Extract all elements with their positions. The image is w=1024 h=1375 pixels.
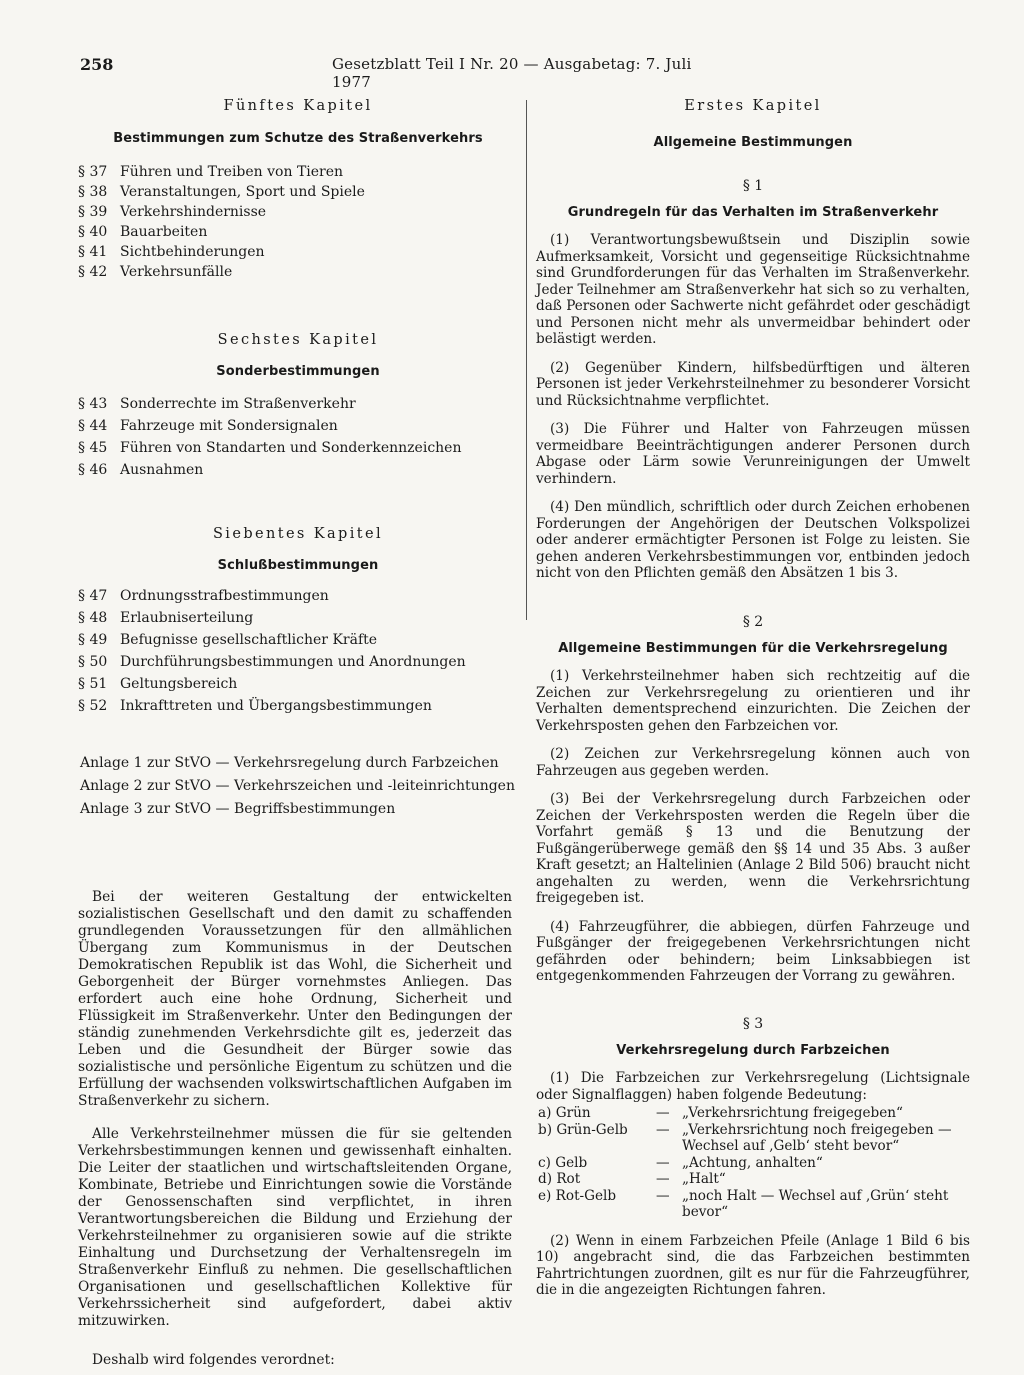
toc-list <box>78 393 518 481</box>
toc-item: § 37 Führen und Treiben von Tieren <box>78 164 344 180</box>
toc-list <box>78 162 518 282</box>
chapter-title: Fünftes Kapitel <box>223 98 373 114</box>
section-number: § 3 <box>742 1016 764 1032</box>
section-3 <box>536 1014 970 1299</box>
section-title: Allgemeine Bestimmungen für die Verkehrsregelung <box>558 641 948 656</box>
section-paragraph: (4) Den mündlich, schriftlich oder durch Zeichen erhobenen Forderungen der Angehörigen der Deutschen Volkspolizei oder anderer ermächtigter Personen ist Folge zu leisten. Sie gehen anderen Verkehrsbestimmungen vor, entbinden jedoch nicht von den Pflichten gemäß den Absätzen 1 bis 3. <box>536 499 970 581</box>
chapter-title: Sechstes Kapitel <box>217 332 379 348</box>
section-1 <box>536 176 970 582</box>
section-number: § 1 <box>742 178 764 194</box>
toc-item: § 41 Sichtbehinderungen <box>78 244 265 260</box>
section-paragraph: (3) Die Führer und Halter von Fahrzeugen müssen vermeidbare Beeinträchtigungen anderer Personen durch Abgase oder Lärm sowie Verunreinigungen der Umwelt verhindern. <box>536 421 970 487</box>
section-paragraph: (2) Wenn in einem Farbzeichen Pfeile (Anlage 1 Bild 6 bis 10) angebracht sind, die das Farbzeichen bestimmten Fahrtrichtungen zuordnen, gilt es nur für die Fahrzeugführer, die in die angezeigten Richtungen fahren. <box>536 1232 970 1298</box>
toc-item: § 51 Geltungsbereich <box>78 676 238 692</box>
page-number: 258 <box>80 55 114 74</box>
toc-item: § 40 Bauarbeiten <box>78 224 208 240</box>
preamble-paragraph: Alle Verkehrsteilnehmer müssen die für sie geltenden Verkehrsbestimmungen kennen und gewissenhaft einhalten. Die Leiter der staatlichen und wirtschaftsleitenden Organe, Kombinate, Betriebe und Einrichtungen sowie die Vorstände der Genossenschaften sind verpflichtet, in ihren Verantwortungsbereichen die Bildung und Erziehung der Verkehrsteilnehmer zu organisieren sowie auf die strikte Einhaltung und Durchsetzung der Verhaltensregeln im Straßenverkehr Einfluß zu nehmen. Die gesellschaftlichen Organisationen und gesellschaftlichen Kollektive für Verkehrssicherheit sind aufgefordert, dabei aktiv mitzuwirken. <box>78 1126 512 1329</box>
section-paragraph: (3) Bei der Verkehrsregelung durch Farbzeichen oder Zeichen der Verkehrsposten werden die Regeln über die Vorfahrt gemäß § 13 und die Benutzung der Fußgängerüberwege gemäß den §§ 14 und 35 Abs. 3 außer Kraft gesetzt; an Haltelinien (Anlage 2 Bild 506) braucht nicht angehalten zu werden, wenn die Verkehrsrichtung freigegeben ist. <box>536 791 970 906</box>
table-row: d) Rot — „Halt“ <box>538 1171 726 1187</box>
annex-item: Anlage 1 zur StVO — Verkehrsregelung durch Farbzeichen <box>80 755 499 771</box>
toc-item: § 44 Fahrzeuge mit Sondersignalen <box>78 418 338 434</box>
section-title: Grundregeln für das Verhalten im Straßenverkehr <box>567 205 939 220</box>
annex-item: Anlage 2 zur StVO — Verkehrszeichen und -leiteinrichtungen <box>80 778 515 794</box>
toc-item: § 38 Veranstaltungen, Sport und Spiele <box>78 184 365 200</box>
section-paragraph: (4) Fahrzeugführer, die abbiegen, dürfen Fahrzeuge und Fußgänger der freigegebenen Verkehrsrichtungen nicht gefährden oder behindern; beim Linksabbiegen ist entgegenkommenden Fahrzeugen der Vorrang zu gewähren. <box>536 918 970 984</box>
preamble-paragraph: Bei der weiteren Gestaltung der entwickelten sozialistischen Gesellschaft und den damit zu schaffenden grundlegenden Voraussetzungen für den allmählichen Übergang zum Kommunismus in der Deutschen Demokratischen Republik ist das Wohl, die Sicherheit und Geborgenheit der Bürger vornehmstes Anliegen. Das erfordert auch eine hohe Ordnung, Sicherheit und Flüssigkeit im Straßenverkehr. Unter den Bedingungen der ständig zunehmenden Verkehrsdichte gilt es, jederzeit das Leben und die Gesundheit der Bürger sowie das sozialistische und persönliche Eigentum zu schützen und die Erfüllung der wachsenden volkswirtschaftlichen Aufgaben im Straßenverkehr zu sichern. <box>78 889 512 1109</box>
chapter-title: Erstes Kapitel <box>684 98 822 114</box>
section-paragraph: (2) Zeichen zur Verkehrsregelung können auch von Fahrzeugen aus gegeben werden. <box>536 746 970 779</box>
chapter-5 <box>78 96 518 282</box>
table-row: e) Rot-Gelb — „noch Halt — Wechsel auf ‚Grün‘ steht bevor“ <box>538 1187 949 1220</box>
color-meaning-table <box>536 1105 970 1221</box>
section-paragraph: (1) Die Farbzeichen zur Verkehrsregelung (Lichtsignale oder Signalflaggen) haben folgende Bedeutung: <box>536 1070 970 1103</box>
chapter-subtitle: Allgemeine Bestimmungen <box>653 135 853 150</box>
gazette-title: Gesetzblatt Teil I Nr. 20 — Ausgabetag: 7. Juli 1977 <box>332 55 692 91</box>
toc-item: § 42 Verkehrsunfälle <box>78 264 233 280</box>
toc-item: § 47 Ordnungsstrafbestimmungen <box>78 588 329 604</box>
toc-item: § 46 Ausnahmen <box>78 462 204 478</box>
toc-item: § 52 Inkrafttreten und Übergangsbestimmungen <box>78 698 432 714</box>
table-row: c) Gelb — „Achtung, anhalten“ <box>538 1154 823 1171</box>
section-paragraph: (1) Verantwortungsbewußtsein und Disziplin sowie Aufmerksamkeit, Vorsicht und gegenseitige Rücksichtnahme sind Grundforderungen für das Verhalten im Straßenverkehr. Jeder Teilnehmer am Straßenverkehr hat sich so zu verhalten, daß Personen oder Sachwerte nicht gefährdet oder geschädigt und Personen nicht mehr als unvermeidbar behindert oder belästigt werden. <box>536 232 970 347</box>
toc-item: § 39 Verkehrshindernisse <box>78 204 267 220</box>
table-row: b) Grün-Gelb — „Verkehrsrichtung noch freigegeben — Wechsel auf ‚Gelb‘ steht bevor“ <box>538 1121 952 1154</box>
annex-item: Anlage 3 zur StVO — Begriffsbestimmungen <box>80 801 396 817</box>
toc-item: § 45 Führen von Standarten und Sonderkennzeichen <box>78 440 462 456</box>
column-divider <box>526 100 527 620</box>
table-row: a) Grün — „Verkehrsrichtung freigegeben“ <box>538 1105 903 1121</box>
chapter-subtitle: Bestimmungen zum Schutze des Straßenverkehrs <box>113 131 483 146</box>
toc-list <box>78 585 518 717</box>
section-paragraph: (2) Gegenüber Kindern, hilfsbedürftigen und älteren Personen ist jeder Verkehrsteilnehmer zu besonderer Vorsicht und Rücksichtnahme verpflichtet. <box>536 359 970 409</box>
toc-item: § 43 Sonderrechte im Straßenverkehr <box>78 396 356 412</box>
toc-item: § 49 Befugnisse gesellschaftlicher Kräfte <box>78 632 378 648</box>
page-header <box>80 55 720 91</box>
section-title: Verkehrsregelung durch Farbzeichen <box>616 1043 890 1058</box>
section-paragraph: (1) Verkehrsteilnehmer haben sich rechtzeitig auf die Zeichen zur Verkehrsregelung zu orientieren und ihr Verhalten dementsprechend einzurichten. Die Zeichen der Verkehrsposten gehen den Farbzeichen vor. <box>536 668 970 734</box>
annex-list <box>80 752 520 821</box>
chapter-subtitle: Schlußbestimmungen <box>217 558 379 573</box>
chapter-subtitle: Sonderbestimmungen <box>216 364 380 379</box>
chapter-7 <box>78 524 518 717</box>
section-2 <box>536 612 970 985</box>
toc-item: § 48 Erlaubniserteilung <box>78 610 254 626</box>
section-number: § 2 <box>742 614 764 630</box>
decree-line: Deshalb wird folgendes verordnet: <box>92 1352 335 1368</box>
chapter-title: Siebentes Kapitel <box>212 526 384 542</box>
chapter-6 <box>78 330 518 481</box>
toc-item: § 50 Durchführungsbestimmungen und Anordnungen <box>78 654 466 670</box>
preamble <box>78 889 512 1369</box>
